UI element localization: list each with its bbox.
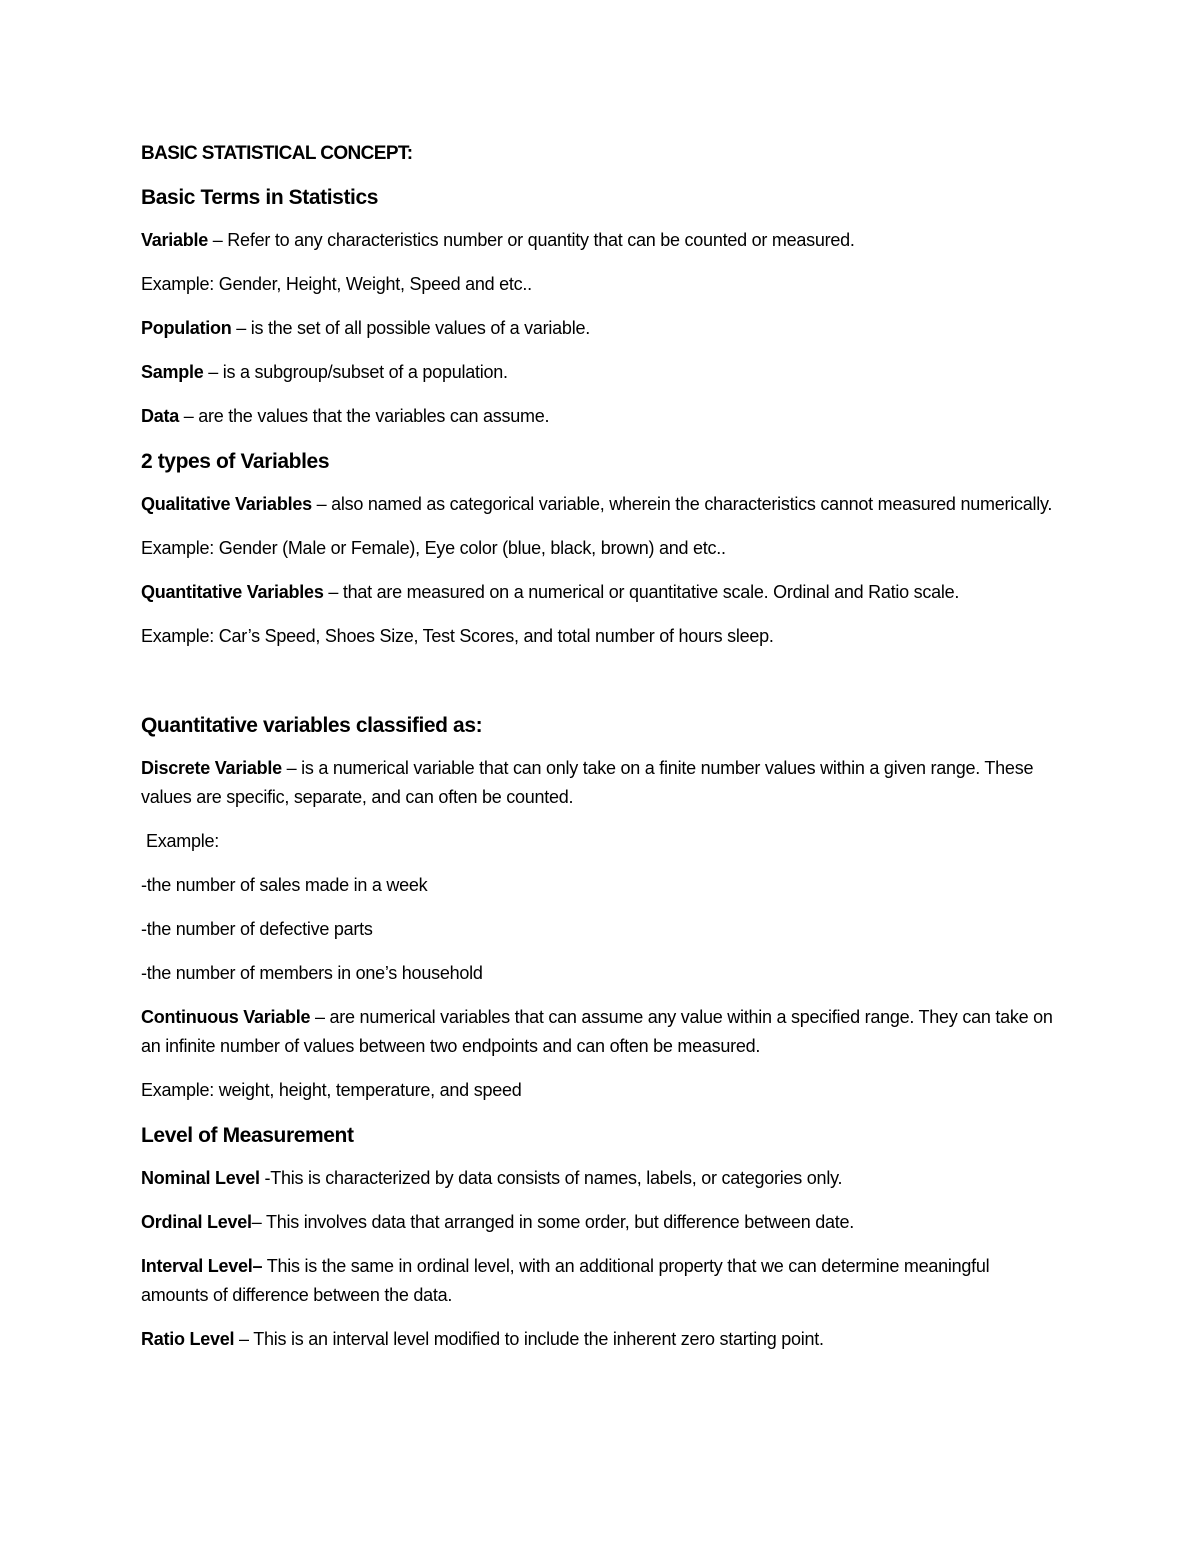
definition-interval: This is the same in ordinal level, with an additional property that we can determine meaningful amounts of difference between the data. xyxy=(141,1256,990,1305)
heading-quantitative-classified: Quantitative variables classified as: xyxy=(141,714,483,737)
definition-quantitative: – that are measured on a numerical or quantitative scale. Ordinal and Ratio scale. xyxy=(323,582,960,602)
paragraph-variable xyxy=(141,226,1061,255)
paragraph-qualitative-example: Example: Gender (Male or Female), Eye color (blue, black, brown) and etc.. xyxy=(141,538,726,558)
term-continuous: Continuous Variable xyxy=(141,1007,311,1027)
list-item-discrete-example: -the number of members in one’s household xyxy=(141,963,483,983)
definition-sample: – is a subgroup/subset of a population. xyxy=(203,362,508,382)
definition-data: – are the values that the variables can assume. xyxy=(179,406,550,426)
definition-ordinal: – This involves data that arranged in some order, but difference between date. xyxy=(251,1212,855,1232)
list-item-discrete-example: -the number of sales made in a week xyxy=(141,875,428,895)
paragraph-qualitative xyxy=(141,490,1061,519)
paragraph-ordinal xyxy=(141,1208,1061,1237)
term-population: Population xyxy=(141,318,232,338)
paragraph-variable-example: Example: Gender, Height, Weight, Speed and etc.. xyxy=(141,274,532,294)
term-interval: Interval Level– xyxy=(141,1256,263,1276)
term-sample: Sample xyxy=(141,362,204,382)
paragraph-nominal xyxy=(141,1164,1061,1193)
definition-population: – is the set of all possible values of a variable. xyxy=(231,318,590,338)
blank-line xyxy=(141,666,1061,710)
paragraph-continuous-example: Example: weight, height, temperature, and speed xyxy=(141,1080,522,1100)
term-qualitative: Qualitative Variables xyxy=(141,494,312,514)
paragraph-ratio xyxy=(141,1325,1061,1354)
paragraph-quantitative-example: Example: Car’s Speed, Shoes Size, Test Scores, and total number of hours sleep. xyxy=(141,626,774,646)
heading-level-of-measurement: Level of Measurement xyxy=(141,1124,354,1147)
term-nominal: Nominal Level xyxy=(141,1168,260,1188)
term-data: Data xyxy=(141,406,180,426)
paragraph-data xyxy=(141,402,1061,431)
definition-ratio: – This is an interval level modified to include the inherent zero starting point. xyxy=(234,1329,824,1349)
paragraph-interval xyxy=(141,1252,1061,1310)
definition-continuous: – are numerical variables that can assume any value within a specified range. They can take on an infinite number of values between two endpoints and can often be measured. xyxy=(141,1007,1053,1056)
list-item-discrete-example: -the number of defective parts xyxy=(141,919,373,939)
definition-qualitative: – also named as categorical variable, wherein the characteristics cannot measured numerically. xyxy=(311,494,1053,514)
definition-discrete: – is a numerical variable that can only take on a finite number values within a given range. These values are specific, separate, and can often be counted. xyxy=(141,758,1034,807)
document-title: BASIC STATISTICAL CONCEPT: xyxy=(141,143,413,164)
heading-types-of-variables: 2 types of Variables xyxy=(141,450,330,473)
paragraph-population xyxy=(141,314,1061,343)
paragraph-continuous xyxy=(141,1003,1061,1061)
paragraph-quantitative xyxy=(141,578,1061,607)
term-quantitative: Quantitative Variables xyxy=(141,582,324,602)
term-variable: Variable xyxy=(141,230,209,250)
term-ratio: Ratio Level xyxy=(141,1329,235,1349)
paragraph-discrete-example-label: Example: xyxy=(146,831,220,851)
paragraph-discrete xyxy=(141,754,1061,812)
document-content xyxy=(141,140,1061,1369)
paragraph-sample xyxy=(141,358,1061,387)
heading-basic-terms: Basic Terms in Statistics xyxy=(141,186,379,209)
definition-nominal: -This is characterized by data consists of names, labels, or categories only. xyxy=(259,1168,843,1188)
definition-variable: – Refer to any characteristics number or quantity that can be counted or measured. xyxy=(208,230,855,250)
term-ordinal: Ordinal Level xyxy=(141,1212,252,1232)
term-discrete: Discrete Variable xyxy=(141,758,282,778)
